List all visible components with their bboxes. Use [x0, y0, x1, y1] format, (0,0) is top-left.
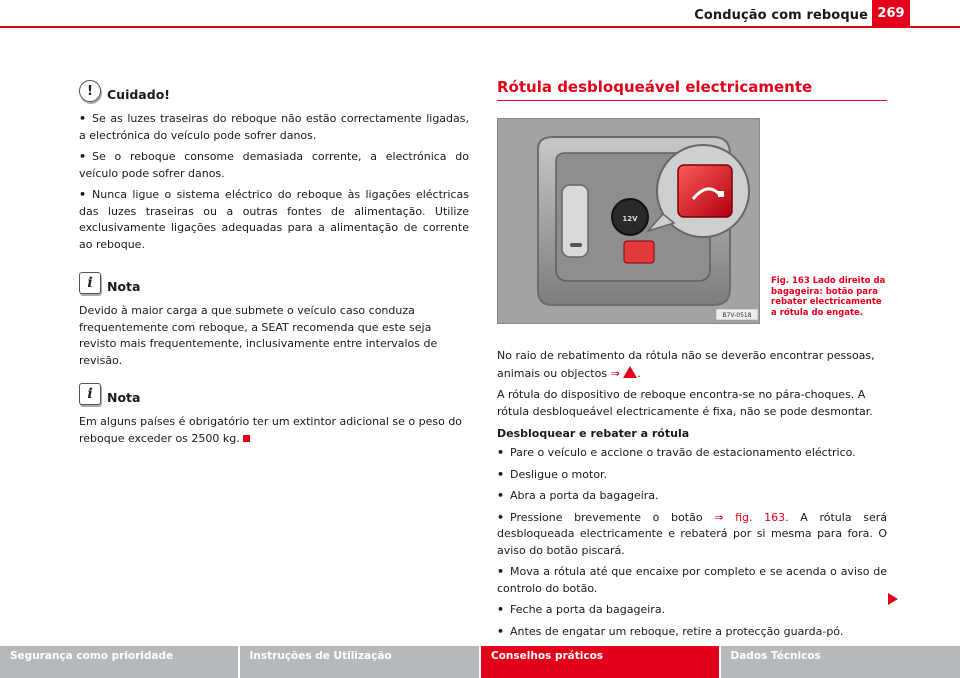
section-title: Rótula desbloqueável electricamente: [497, 78, 887, 101]
figure-caption: Fig. 163 Lado direito da bagageira: botão para rebater electricamente a rótula do engate.: [771, 276, 886, 318]
procedure-step: • Abra a porta da bagageira.: [497, 489, 659, 502]
warning-triangle-icon: [623, 366, 637, 378]
bullet-dot: •: [497, 489, 505, 502]
tab-instrucoes[interactable]: Instruções de Utilização: [240, 646, 480, 678]
figure-reference-link[interactable]: ⇒ fig. 163: [714, 510, 786, 524]
bullet-dot: •: [79, 150, 87, 163]
note-text: Em alguns países é obrigatório ter um extintor adicional se o peso do reboque exceder os 2500 kg.: [79, 415, 463, 445]
procedure-heading: Desbloquear e rebater a rótula: [497, 427, 690, 440]
procedure-step: • Pare o veículo e accione o travão de estacionamento eléctrico.: [497, 446, 856, 459]
note-title: Nota: [107, 390, 141, 405]
bullet-dot: •: [497, 510, 505, 524]
info-icon: i: [79, 383, 101, 405]
caution-bullet: • Se o reboque consome demasiada corrente, a electrónica do veículo pode sofrer danos.: [79, 150, 469, 180]
intro-paragraph: A rótula do dispositivo de reboque encontra-se no pára-choques. A rótula desbloqueável electricamente é fixa, não se pode desmontar.: [497, 388, 873, 418]
tab-seguranca[interactable]: Segurança como prioridade: [0, 646, 238, 678]
header-rule: [0, 26, 960, 28]
intro-paragraph: No raio de rebatimento da rótula não se deverão encontrar pessoas, animais ou objectos ⇒ .: [497, 349, 875, 380]
bullet-dot: •: [497, 467, 505, 481]
right-body: [497, 348, 887, 645]
note-header: [79, 383, 469, 405]
next-page-arrow-icon[interactable]: [888, 593, 898, 605]
note-header: [79, 272, 469, 294]
bullet-dot: •: [79, 112, 87, 125]
tab-dados-tecnicos[interactable]: Dados Técnicos: [721, 646, 960, 678]
figure-163: [497, 118, 760, 324]
caution-bullet: • Se as luzes traseiras do reboque não estão correctamente ligadas, a electrónica do veículo pode sofrer danos.: [79, 112, 469, 142]
bullet-dot: •: [79, 188, 87, 201]
caution-title: Cuidado!: [107, 87, 170, 102]
procedure-step: • Mova a rótula até que encaixe por completo e se acenda o aviso de controlo do botão.: [497, 565, 887, 595]
right-column: [497, 78, 887, 638]
procedure-step: • Pressione brevemente o botão ⇒ fig. 163. A rótula será desbloqueada electricamente e rebaterá por si mesma para fora. O aviso do botão piscará.: [497, 510, 887, 557]
procedure-step: • Feche a porta da bagageira.: [497, 603, 666, 616]
bullet-dot: •: [497, 603, 505, 616]
tab-conselhos[interactable]: Conselhos práticos: [481, 646, 719, 678]
note-text: Devido à maior carga a que submete o veículo caso conduza frequentemente com reboque, a SEAT recomenda que este seja revisto mais frequentemente, inclusivamente entre intervalos de revisão.: [79, 304, 438, 367]
bullet-dot: •: [497, 565, 505, 578]
caution-header: [79, 80, 469, 102]
info-icon: i: [79, 272, 101, 294]
exclamation-circle-icon: !: [79, 80, 101, 102]
footer-nav: [0, 646, 960, 678]
figure-code: B7V-0518: [722, 312, 752, 319]
note-title: Nota: [107, 279, 141, 294]
page-header-title: Condução com reboque: [694, 8, 868, 23]
socket-12v-label: 12V: [622, 215, 638, 223]
left-column: [79, 80, 469, 447]
end-of-section-marker: [243, 435, 250, 442]
procedure-step: • Desligue o motor.: [497, 467, 608, 481]
warning-reference-link[interactable]: ⇒: [610, 366, 620, 380]
bullet-dot: •: [497, 624, 505, 638]
trunk-button-illustration: [498, 119, 760, 324]
page-number: 269: [872, 0, 910, 26]
bullet-dot: •: [497, 446, 505, 459]
caution-bullet: • Nunca ligue o sistema eléctrico do reboque às ligações eléctricas das luzes traseiras ou a outras fontes de alimentação. Utilize exclusivamente ligações adequadas para a alimentação de corrente ao reboque.: [79, 188, 469, 251]
procedure-step: • Antes de engatar um reboque, retire a protecção guarda-pó.: [497, 624, 844, 638]
